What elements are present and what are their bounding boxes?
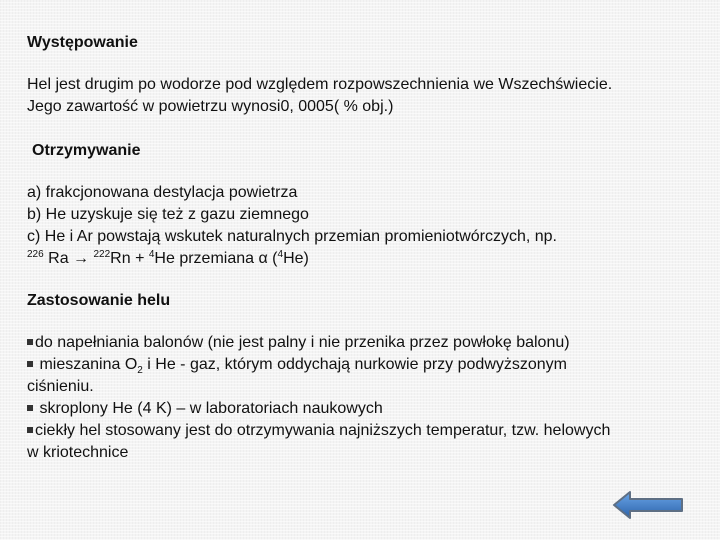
use-item-1-text: do napełniania balonów (nie jest palny i nie przenika przez powłokę balonu) [35, 334, 570, 351]
reaction-part-4: He) [283, 250, 309, 267]
occurrence-line-1: Hel jest drugim po wodorze pod względem rozpowszechnienia we Wszechświecie. [27, 76, 613, 93]
mass-number-he-2: 4 [277, 249, 284, 260]
use-item-2-text-a: mieszanina O [35, 356, 138, 373]
use-item-4-continuation: w kriotechnice [27, 444, 129, 461]
reaction-part-2: Rn + [110, 250, 149, 267]
heading-wystepowanie: Występowanie [27, 34, 138, 51]
use-item-1 [27, 332, 570, 354]
use-item-2 [27, 354, 567, 376]
bullet-icon [27, 361, 33, 367]
heading-otrzymywanie: Otrzymywanie [32, 142, 141, 159]
method-a: a) frakcjonowana destylacja powietrza [27, 184, 298, 201]
use-item-2-continuation: ciśnieniu. [27, 378, 94, 395]
oxygen-subscript: 2 [137, 365, 143, 376]
back-button[interactable] [612, 490, 684, 520]
mass-number-rn: 222 [93, 249, 111, 260]
use-item-2-text-b: i He - gaz, którym oddychają nurkowie przy podwyższonym [142, 356, 567, 373]
arrow-left-icon [612, 490, 684, 520]
reaction-part-1: Ra → [43, 250, 94, 267]
use-item-4-text: ciekły hel stosowany jest do otrzymywania najniższych temperatur, tzw. helowych [35, 422, 611, 439]
occurrence-line-2: Jego zawartość w powietrzu wynosi0, 0005( % obj.) [27, 98, 394, 115]
method-b: b) He uzyskuje się też z gazu ziemnego [27, 206, 309, 223]
bullet-icon [27, 427, 33, 433]
use-item-3 [27, 398, 383, 420]
reaction-part-3: He przemiana α ( [154, 250, 278, 267]
use-item-3-text: skroplony He (4 K) – w laboratoriach naukowych [35, 400, 383, 417]
method-c: c) He i Ar powstają wskutek naturalnych przemian promieniotwórczych, np. [27, 228, 557, 245]
bullet-icon [27, 405, 33, 411]
use-item-4 [27, 420, 610, 442]
decay-reaction [27, 248, 309, 270]
mass-number-he: 4 [148, 249, 155, 260]
mass-number-ra: 226 [27, 249, 44, 260]
heading-zastosowanie: Zastosowanie helu [27, 292, 171, 309]
bullet-icon [27, 339, 33, 345]
